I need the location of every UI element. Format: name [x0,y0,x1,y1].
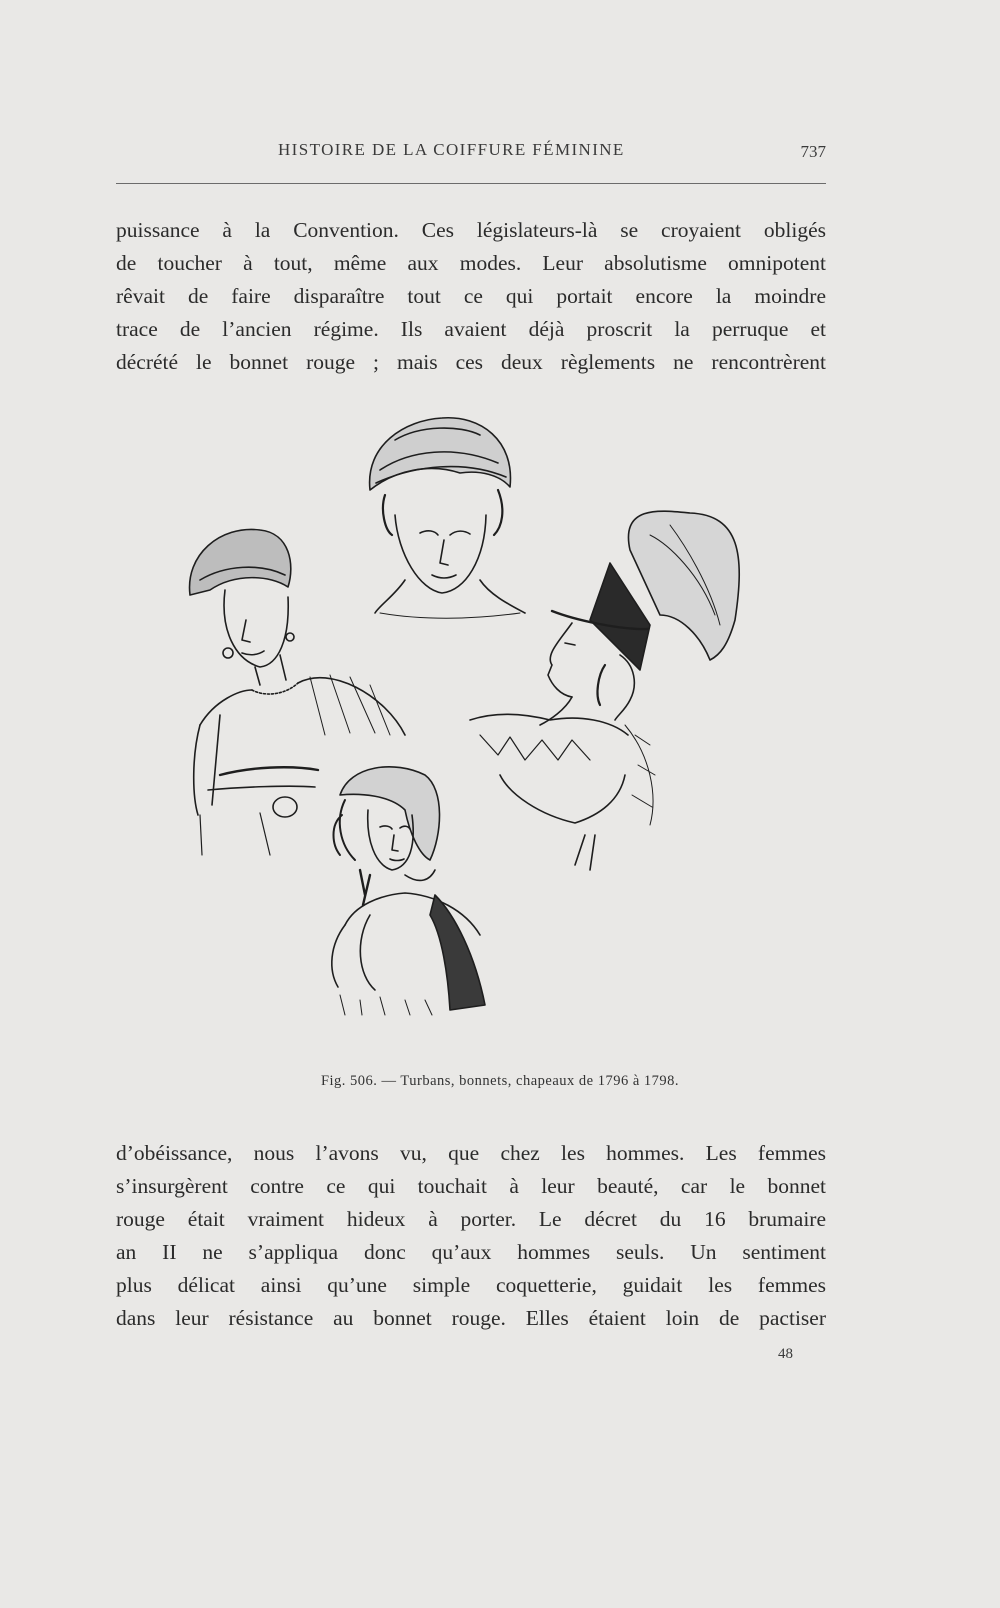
turban-head [370,418,525,618]
text-line: d’obéissance, nous l’avons vu, que chez les hommes. Les femmes [116,1141,826,1165]
text-line: s’insurgèrent contre ce qui touchait à leur beauté, car le bonnet [116,1174,826,1198]
page-number: 737 [800,142,826,161]
engraving-illustration [180,415,760,1045]
paragraph-top [116,214,826,379]
figure-caption: Fig. 506. — Turbans, bonnets, chapeaux de 1796 à 1798. [320,1073,680,1089]
text-line: an II ne s’appliqua donc qu’aux hommes seuls. Un sentiment [116,1240,826,1264]
text-line: plus délicat ainsi qu’une simple coquetterie, guidait les femmes [116,1273,826,1297]
bonnet-figure [332,767,485,1015]
text-line: trace de l’ancien régime. Ils avaient déjà proscrit la perruque et [116,317,826,341]
bandeau-figure [190,529,405,855]
text-line: de toucher à tout, même aux modes. Leur absolutisme omnipotent [116,251,826,275]
text-line: dans leur résistance au bonnet rouge. Elles étaient loin de pactiser [116,1306,826,1330]
running-title: HISTOIRE DE LA COIFFURE FÉMININE [278,140,625,159]
text-line: puissance à la Convention. Ces législateurs-là se croyaient obligés [116,218,826,242]
paragraph-bottom [116,1137,826,1335]
text-line: décrété le bonnet rouge ; mais ces deux règlements ne rencontrèrent [116,350,826,374]
text-line: rouge était vraiment hideux à porter. Le décret du 16 brumaire [116,1207,826,1231]
text-line: rêvait de faire disparaître tout ce qui portait encore la moindre [116,284,826,308]
header-rule [116,183,826,184]
engraving-figure [180,415,760,1045]
signature-mark: 48 [778,1346,793,1362]
running-head [116,136,826,166]
plumed-hat-figure [470,511,739,870]
